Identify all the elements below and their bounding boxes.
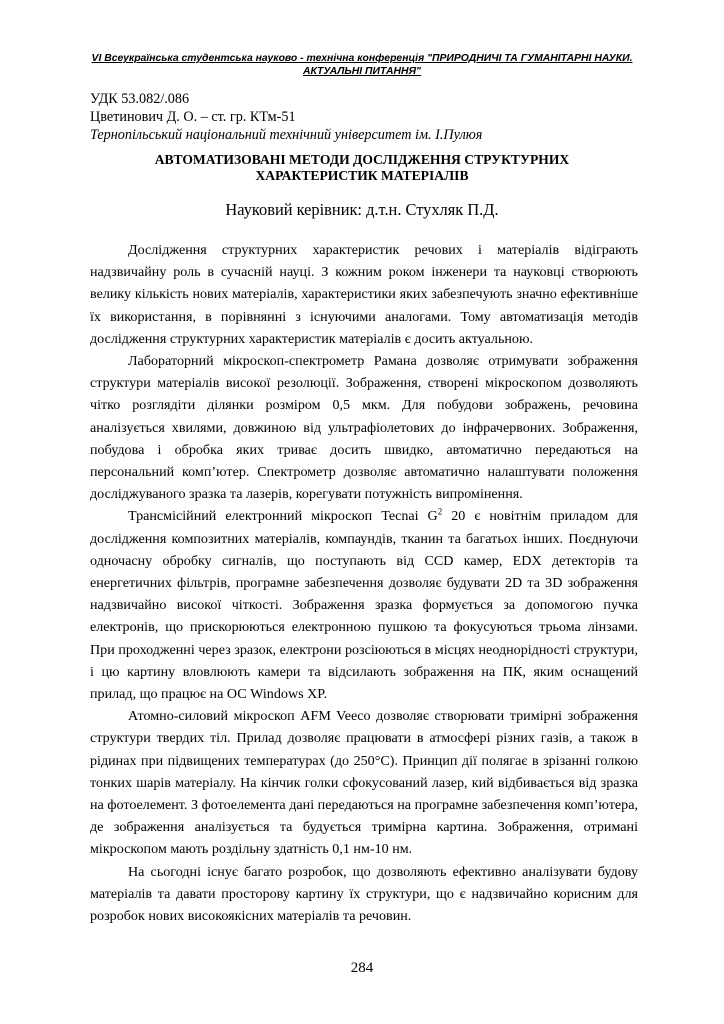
author-line: Цветинович Д. О. – ст. гр. КТм-51 <box>90 109 296 125</box>
title-line1: АВТОМАТИЗОВАНІ МЕТОДИ ДОСЛІДЖЕННЯ СТРУКТУРНИХ <box>154 152 570 167</box>
paragraph-3 <box>90 505 638 705</box>
paragraph-4: Атомно-силовий мікроскоп AFM Veeco дозволяє створювати тримірні зображення структури твердих тіл. Прилад дозволяє працювати в атмосфері різних газів, а також в рідинах при підвищених температурах (до 250°С). Принцип дії полягає в зрізанні голкою тонких шарів матеріалу. На кінчик голки сфокусований лазер, кий відбивається від зразка на фотоелемент. З фотоелемента дані передаються на програмне забезпечення комп’ютера, де зображення аналізується та будується тримірна картина. Зображення, отримані мікроскопом мають роздільну здатність 0,1 нм-10 нм. <box>90 708 638 858</box>
paragraph-3-start: Трансмісійний електронний мікроскоп Tecnai G <box>128 508 438 525</box>
conference-header <box>90 52 634 78</box>
udc-code: УДК 53.082/.086 <box>90 91 190 107</box>
article-title <box>90 152 634 184</box>
title-line2: ХАРАКТЕРИСТИК МАТЕРІАЛІВ <box>255 168 469 183</box>
paragraph-5: На сьогодні існує багато розробок, що дозволяють ефективно аналізувати будову матеріалів та давати просторову картину їх структури, що є надзвичайно корисним для розробок нових високоякісних матеріалів та речовин. <box>90 863 638 925</box>
article-body <box>90 239 638 927</box>
conference-header-line1: VI Всеукраїнська студентська науково - технічна конференція "ПРИРОДНИЧІ ТА ГУМАНІТАРНІ НАУКИ. <box>91 53 633 64</box>
page-number: 284 <box>350 960 374 976</box>
paragraph-3-rest: 20 є новітнім приладом для дослідження композитних матеріалів, компаундів, тканин та багатьох інших. Поєднуючи одночасну обробку сигналів, що поступають від CCD камер, EDX детекторів та енергетичних фільтрів, програмне забезпечення дозволяє будувати 2D та 3D зображення надзвичайно високої чіткості. Зображення зразка формується за допомогою пучка електронів, що прискорюються електронною пушкою та фокусуються трьома лінзами. При проходженні через зразок, електрони розсіюються в місцях неоднорідності структури, і цю картину вловлюють камери та відсилають зображення на ПК, яким оснащений прилад, що працює на ОС Windows XP. <box>90 508 639 703</box>
supervisor-line: Науковий керівник: д.т.н. Стухляк П.Д. <box>225 200 499 219</box>
paragraph-1: Дослідження структурних характеристик речових і матеріалів відіграють надзвичайну роль в сучасній науці. З кожним роком інженери та науковці створюють велику кількість нових матеріалів, характеристики яких забезпечують значно ефективніше їх використання, в порівнянні з існуючими аналогами. Тому автоматизація методів дослідження структурних характеристик матеріалів є досить актуальною. <box>90 242 638 347</box>
article-meta <box>90 90 482 144</box>
paragraph-2: Лабораторний мікроскоп-спектрометр Рамана дозволяє отримувати зображення структури матеріалів високої резолюції. Зображення, створені мікроскопом дозволяють чітко розглядіти ділянки розміром 0,5 мкм. Для побудови зображень, речовина аналізується хвилями, довжиною від ультрафіолетових до інфрачервоних. Зображення, побудова і обробка яких триває досить швидко, автоматично передаються на персональний комп’ютер. Спектрометр дозволяє автоматично налаштувати положення досліджуваного зразка та лазерів, корегувати потужність випромінення. <box>90 353 638 503</box>
conference-header-line2: АКТУАЛЬНІ ПИТАННЯ" <box>303 66 421 77</box>
superscript-2: 2 <box>437 506 443 517</box>
affiliation: Тернопільський національний технічний університет ім. І.Пулюя <box>90 127 483 143</box>
